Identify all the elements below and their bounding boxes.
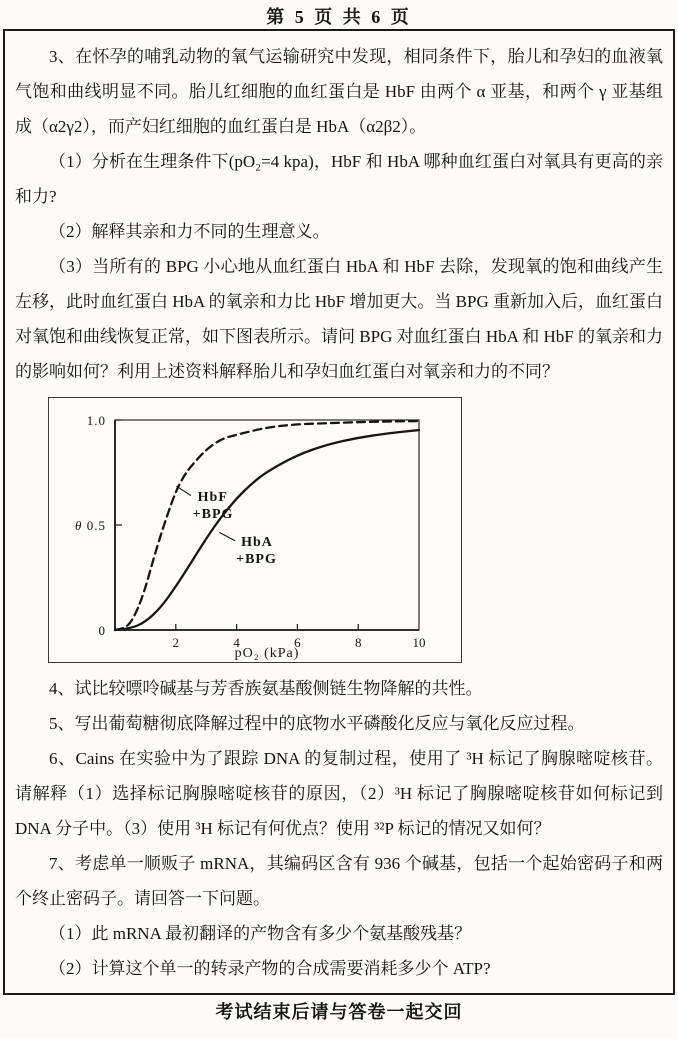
series-label: HbF (197, 489, 228, 505)
series-label: HbA (241, 535, 273, 550)
x-tick-label: 2 (172, 635, 180, 650)
label-pointer (176, 486, 191, 495)
x-axis-label: pO₂ (kPa) (234, 646, 300, 661)
plot-frame (115, 420, 419, 630)
question-7-part-1: （1）此 mRNA 最初翻译的产物含有多少个氨基酸残基？ (49, 924, 472, 943)
question-6: 6、Cains 在实验中为了跟踪 DNA 的复制过程，使用了 ³H 标记了胸腺嘧啶核苷。请解释（1）选择标记胸腺嘧啶核苷的原因，（2）³H 标记了胸腺嘧啶核苷如何标记到 DNA 分子中。（3）使用 ³H 标记有何优点？使用 ³²P 标记的情况又如何？ (15, 749, 663, 838)
y-tick-label: 0 (98, 623, 106, 638)
y-axis-label: θ (75, 518, 82, 533)
return-instruction-footer: 考试结束后请与答卷一起交回 (215, 1002, 463, 1022)
series-label: +BPG (236, 552, 277, 567)
label-pointer (219, 532, 235, 540)
x-tick-label: 4 (233, 635, 240, 650)
exam-content-box (3, 29, 675, 995)
y-tick-label: 0.5 (86, 518, 106, 533)
question-3-part-2: （2）解释其亲和力不同的生理意义。 (49, 222, 330, 241)
curve-hbf-bpg (115, 421, 419, 630)
page-number-header: 第 5 页 共 6 页 (266, 7, 412, 27)
question-5: 5、写出葡萄糖彻底降解过程中的底物水平磷酸化反应与氧化反应过程。 (49, 714, 585, 733)
oxygen-saturation-curves-svg (49, 398, 461, 662)
question-4: 4、试比较嘌呤碱基与芳香族氨基酸侧链生物降解的共性。 (49, 679, 483, 698)
x-tick-label: 6 (294, 635, 301, 650)
curve-hba-bpg (115, 430, 419, 630)
y-tick-label: 1.0 (86, 413, 106, 428)
question-3-intro: 3、在怀孕的哺乳动物的氧气运输研究中发现，相同条件下，胎儿和孕妇的血液氧气饱和曲线明显不同。胎儿红细胞的血红蛋白是 HbF 由两个 α 亚基，和两个 γ 亚基组成（α2γ2），而产妇红细胞的血红蛋白是 HbA（α2β2）。 (15, 47, 663, 136)
series-label: +BPG (192, 506, 234, 522)
x-tick-label: 10 (412, 635, 426, 650)
question-3-part-3: （3）当所有的 BPG 小心地从血红蛋白 HbA 和 HbF 去除，发现氧的饱和曲线产生左移，此时血红蛋白 HbA 的氧亲和力比 HbF 增加更大。当 BPG 重新加入后，血红蛋白对氧饱和曲线恢复正常，如下图表所示。请问 BPG 对血红蛋白 HbA 和 HbF 的氧亲和力的影响如何？利用上述资料解释胎儿和孕妇血红蛋白对氧亲和力的不同？ (15, 257, 663, 381)
question-7-intro: 7、考虑单一顺贩子 mRNA，其编码区含有 936 个碱基，包括一个起始密码子和两个终止密码子。请回答一下问题。 (15, 854, 663, 908)
xy-axes (115, 420, 419, 630)
oxygen-saturation-chart (48, 397, 462, 663)
question-7-part-2: （2）计算这个单一的转录产物的合成需要消耗多少个 ATP? (49, 959, 491, 978)
question-3-part-1: （1）分析在生理条件下(pO₂=4 kpa)，HbF 和 HbA 哪种血红蛋白对氧具有更高的亲和力? (15, 152, 663, 206)
x-tick-label: 8 (354, 635, 362, 650)
